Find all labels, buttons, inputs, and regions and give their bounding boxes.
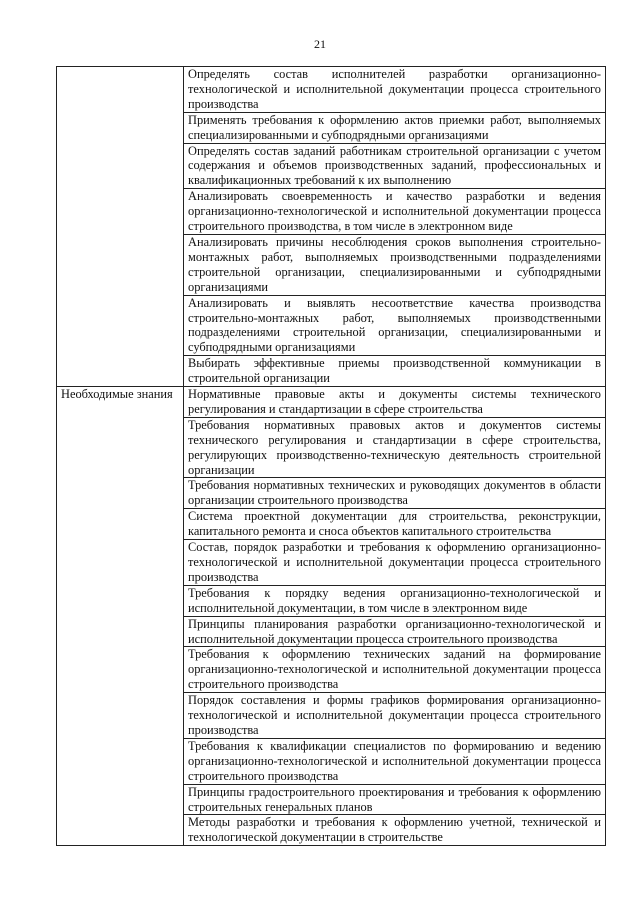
knowledge-item-text: Методы разработки и требования к оформлению учетной, технической и технологической документации в строительстве (188, 815, 601, 845)
knowledge-item (184, 616, 606, 647)
knowledge-item (184, 387, 606, 418)
knowledge-item (184, 693, 606, 739)
knowledge-label: Необходимые знания (61, 387, 173, 402)
skills-label-cell (57, 67, 184, 387)
knowledge-item-text: Требования к квалификации специалистов по формированию и ведению организационно-технологической и исполнительной документации процесса строительного производства (188, 738, 601, 783)
knowledge-item-text: Требования нормативных технических и руководящих документов в области организации строительного производства (188, 478, 601, 508)
competency-table-body (57, 67, 606, 846)
skills-item-text: Анализировать и выявлять несоответствие качества производства строительно-монтажных работ, выполняемых производственными подразделениями строительной организации, специализированными и субподрядными организациями (188, 295, 601, 355)
skills-item (184, 112, 606, 143)
skills-item (184, 234, 606, 295)
knowledge-item-text: Система проектной документации для строительства, реконструкции, капитального ремонта и сноса объектов капитального строительства (188, 509, 601, 539)
knowledge-item (184, 815, 606, 846)
page-number: 21 (314, 37, 326, 51)
knowledge-item-text: Требования к оформлению технических заданий на формирование организационно-технологической и исполнительной документации процесса строительного производства (188, 647, 601, 692)
knowledge-item-text: Требования к порядку ведения организационно-технологической и исполнительной документации, в том числе в электронном виде (188, 585, 601, 615)
competency-table (56, 66, 606, 846)
knowledge-item-text: Принципы градостроительного проектирования и требования к оформлению строительных генеральных планов (188, 784, 601, 814)
skills-item-text: Анализировать причины несоблюдения сроков выполнения строительно-монтажных работ, выполняемых производственными подразделениями строительной организации, специализированными и субподрядными организациями (188, 234, 601, 294)
knowledge-item (184, 738, 606, 784)
skills-item (184, 143, 606, 189)
skills-item (184, 295, 606, 356)
skills-item (184, 356, 606, 387)
knowledge-item-text: Порядок составления и формы графиков формирования организационно-технологической и исполнительной документации процесса строительного производства (188, 693, 601, 737)
knowledge-item-text: Нормативные правовые акты и документы системы технического регулирования и стандартизации в сфере строительства (188, 387, 601, 416)
knowledge-item-text: Состав, порядок разработки и требования к оформлению организационно-технологической и исполнительной документации процесса строительного производства (188, 540, 601, 584)
skills-item-text: Определять состав исполнителей разработки организационно-технологической и исполнительной документации процесса строительного производства (188, 67, 601, 111)
skills-item-text: Применять требования к оформлению актов приемки работ, выполняемых специализированными и субподрядными организациями (188, 112, 601, 142)
skills-item (184, 67, 606, 113)
skills-item-text: Анализировать своевременность и качество разработки и ведения организационно-технологической и исполнительной документации процесса строительного производства, в том числе в электронном виде (188, 189, 601, 234)
skills-item-text: Выбирать эффективные приемы производственной коммуникации в строительной организации (188, 356, 601, 386)
knowledge-item (184, 540, 606, 586)
skills-item (184, 189, 606, 235)
knowledge-item (184, 417, 606, 478)
knowledge-item-text: Требования нормативных правовых актов и документов системы технического регулирования и стандартизации в сфере строительства, регулирующих производственно-техническую деятельность строительной организации (188, 417, 601, 477)
skills-row (57, 67, 606, 113)
knowledge-item (184, 585, 606, 616)
knowledge-row (57, 387, 606, 418)
knowledge-item (184, 784, 606, 815)
knowledge-item (184, 478, 606, 509)
knowledge-item (184, 647, 606, 693)
knowledge-item (184, 509, 606, 540)
skills-item-text: Определять состав заданий работникам строительной организации с учетом содержания и объемов производственных заданий, профессиональных и квалификационных требований к их выполнению (188, 143, 601, 188)
knowledge-item-text: Принципы планирования разработки организационно-технологической и исполнительной документации процесса строительного производства (188, 616, 601, 646)
knowledge-label-cell (57, 387, 184, 846)
